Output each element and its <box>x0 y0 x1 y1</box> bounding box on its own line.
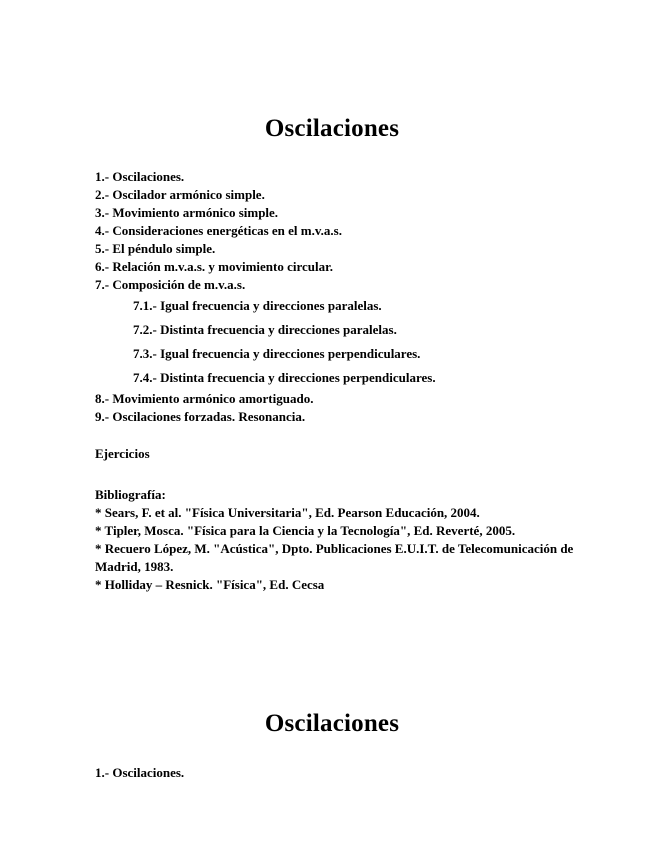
toc-item-1: 1.- Oscilaciones. <box>95 169 185 184</box>
toc-item-7: 7.- Composición de m.v.a.s. <box>95 277 246 292</box>
bibliography-entry: * Tipler, Mosca. "Física para la Ciencia y la Tecnología", Ed. Reverté, 2005. <box>95 523 516 538</box>
toc-item-9: 9.- Oscilaciones forzadas. Resonancia. <box>95 409 306 424</box>
bibliography-heading: Bibliografía: <box>95 487 166 502</box>
table-of-contents <box>95 168 615 426</box>
toc-item-2: 2.- Oscilador armónico simple. <box>95 187 265 202</box>
bibliography <box>95 486 575 594</box>
toc-item-5: 5.- El péndulo simple. <box>95 241 216 256</box>
page-title-2: Oscilaciones <box>264 710 400 737</box>
bibliography-entry: * Sears, F. et al. "Física Universitaria", Ed. Pearson Educación, 2004. <box>95 505 480 520</box>
toc-item-6: 6.- Relación m.v.a.s. y movimiento circular. <box>95 259 333 274</box>
bibliography-entry: * Recuero López, M. "Acústica", Dpto. Publicaciones E.U.I.T. de Telecomunicación de Madrid, 1983. <box>95 541 574 574</box>
toc-item-4: 4.- Consideraciones energéticas en el m.v.a.s. <box>95 223 342 238</box>
toc-subitem-7-1: 7.1.- Igual frecuencia y direcciones paralelas. <box>133 298 382 313</box>
page-title: Oscilaciones <box>264 115 400 142</box>
bibliography-entry: * Holliday – Resnick. "Física", Ed. Cecsa <box>95 577 325 592</box>
toc-subitem-7-3: 7.3.- Igual frecuencia y direcciones perpendiculares. <box>133 346 421 361</box>
toc-item-3: 3.- Movimiento armónico simple. <box>95 205 279 220</box>
exercises-heading: Ejercicios <box>95 446 150 461</box>
toc-subitem-7-2: 7.2.- Distinta frecuencia y direcciones paralelas. <box>133 322 397 337</box>
toc-item-8: 8.- Movimiento armónico amortiguado. <box>95 391 314 406</box>
toc-item-1-second-page: 1.- Oscilaciones. <box>95 765 185 780</box>
toc-subitem-7-4: 7.4.- Distinta frecuencia y direcciones perpendiculares. <box>133 370 436 385</box>
